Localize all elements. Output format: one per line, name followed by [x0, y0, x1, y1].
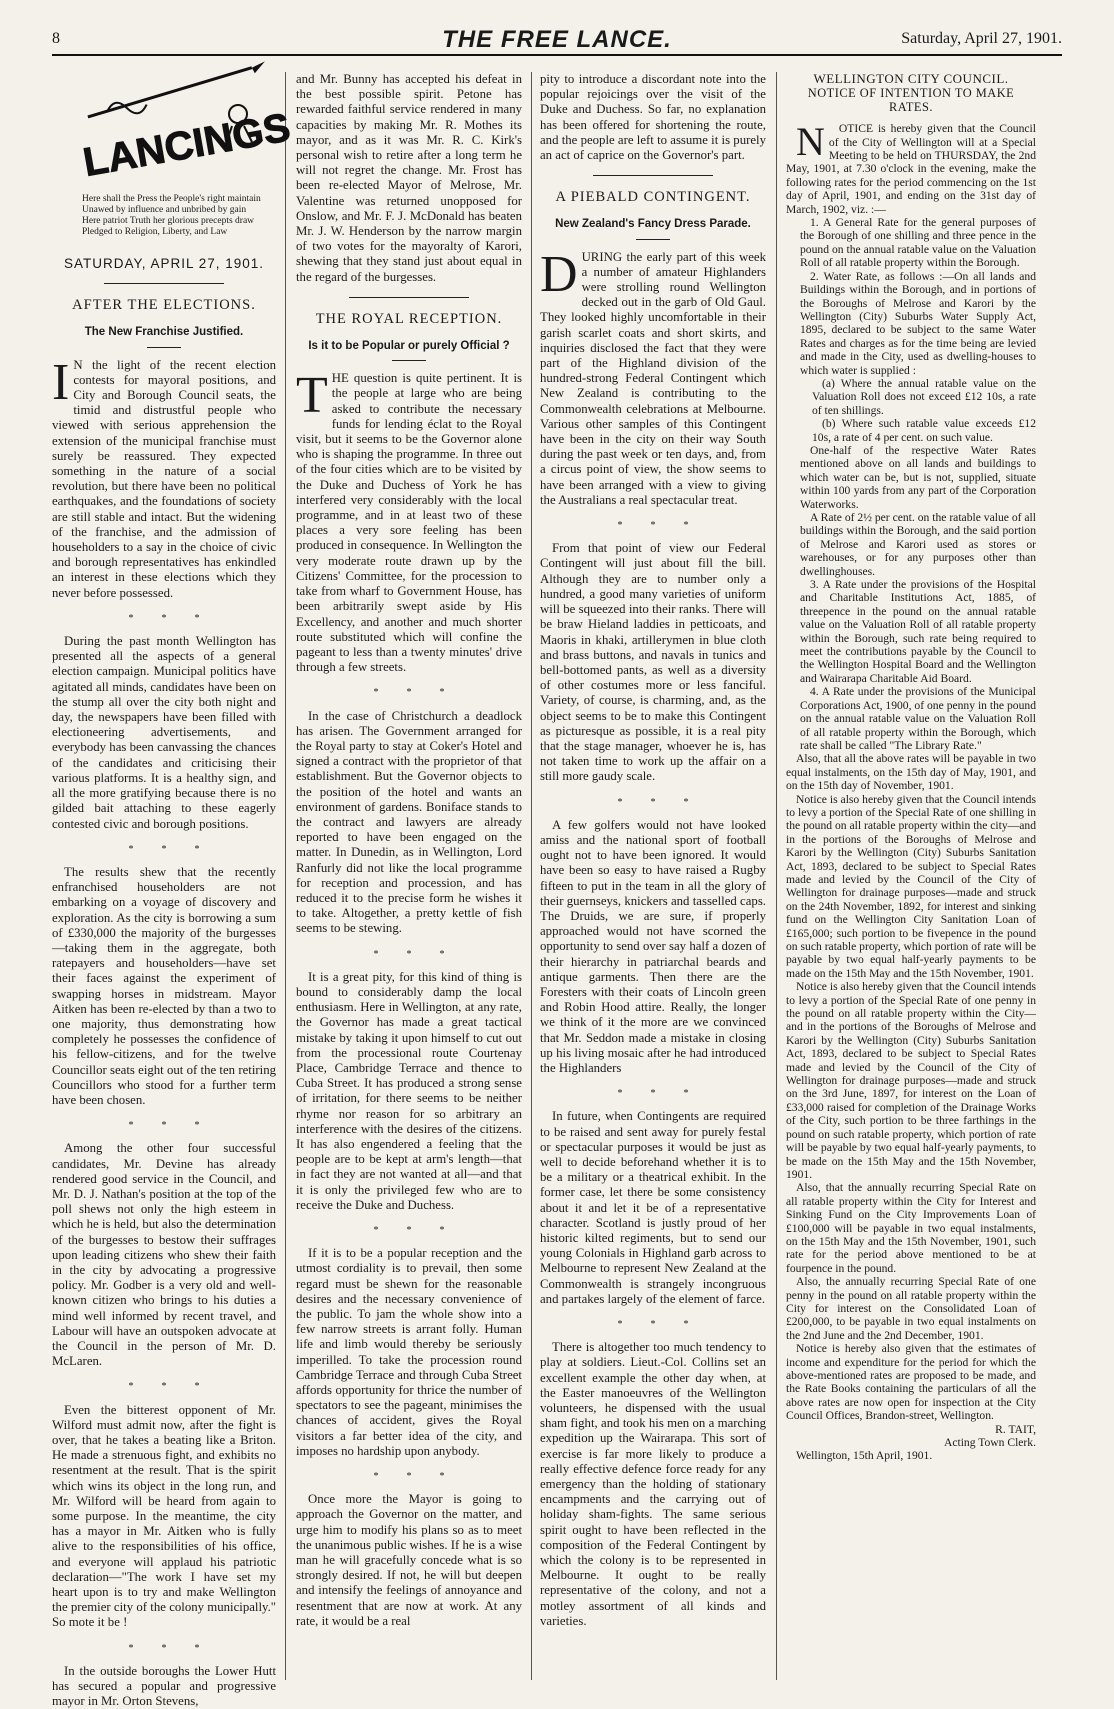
article-paragraph: I N the light of the recent election contests for mayoral positions, and City and Borough Council seats, the timid and distrustful people who viewed with serious apprehension the extension of the municipal franchise must surely be reassured. They expected something in the nature of a social revolution, but there have been no political earthquakes, and the foundations of society are still stable and intact. But the widening of the franchise, and the admission of householders to a say in the choice of civic and borough representatives has enkindled an interest in these elections which they never before possessed.	[52, 353, 276, 600]
notice-heading: NOTICE OF INTENTION TO MAKE RATES.	[807, 86, 1015, 114]
article-heading: THE ROYAL RECEPTION.	[315, 310, 503, 327]
motto-line: Pledged to Religion, Liberty, and Law	[82, 227, 228, 237]
section-break: ***	[373, 1471, 473, 1483]
lancings-logo	[52, 74, 294, 194]
section-break: ***	[373, 687, 473, 699]
notice-title: WELLINGTON CITY COUNCIL.	[813, 71, 1009, 86]
rate-item: 4. A Rate under the provisions of the Municipal Corporations Act, 1900, of one penny in the pound on the annual ratable value on the Valuation Roll of all ratable property within the Borough, which rate shall be called "The Library Rate."	[800, 685, 1036, 752]
masthead: THE FREE LANCE.	[442, 26, 672, 53]
article-paragraph: In the case of Christchurch a deadlock has arisen. The Government arranged for the Royal party to stay at Coker's Hotel and signed a contract with the proprietor of that establishment. But the Governor objects to the position of the hotel and wants an environment of gardens. Boniface stands to the contract and lawyers are already reported to have been engaged on the matter. In Dunedin, as in Wellington, Lord Ranfurly did not like the local programme for reception and procession, and has reduced it to the precise form he wishes it to take. Altogether, a pretty kettle of fish seems to be stewing.	[296, 708, 522, 936]
section-break: ***	[617, 1088, 717, 1100]
article-paragraph: DURING the early part of this week a number of amateur Highlanders were strolling round Wellington decked out in the garb of Old Gaul. They looked highly uncomfortable in their garish scarlet coats and short skirts, and inquiries disclosed the fact that they were part of the Highland division of the hundred-strong Federal Contingent which New Zealand is contributing to the Commonwealth celebrations at Melbourne. Various other samples of this Contingent have been in the city on their way South during the past week or ten days, and, from a circus point of view, the show seems to have been arranged with a view to giving the Australians a real spectacular treat.	[540, 245, 766, 507]
article-heading: AFTER THE ELECTIONS.	[72, 297, 256, 314]
notice-paragraph: Notice is hereby also given that the estimates of income and expenditure for the period for which the above-mentioned rates are proposed to be made, and the Rate Books containing the particulars of all the above rates are now open for inspection at the City Council Offices, Brandon-street, Wellington.	[786, 1342, 1036, 1423]
divider	[147, 347, 181, 348]
section-break: ***	[128, 1120, 228, 1132]
article-paragraph: Even the bitterest opponent of Mr. Wilford must admit now, after the fight is over, that he takes a beating like a Briton. He made a strenuous fight, and exhibits no resentment at the result. That is the spirit which wins its object in the long run, and Mr. Wilford will be heard from again to some purpose. In the meantime, the city has a mayor in Mr. Aitken who is fully alive to the responsibilities of his office, and everyone will applaud his patriotic declaration—"The work I have set my heart upon is to try and make Wellington the premier city of the colony municipally." So mote it be !	[52, 1402, 276, 1630]
divider	[104, 283, 224, 284]
section-break: ***	[617, 1319, 717, 1331]
notice-paragraph: Notice is also hereby given that the Council intends to levy a portion of the Special Rate of one shilling in the pound on all ratable property within the city—and in the portions of the Boroughs of Melrose and Karori by the Wellington (City) Suburbs Sanitation Act, 1893, declared to be subject to Special Rates made and levied by the Council of the City of Wellington for drainage purposes—made and struck on the 24th November, 1892, for interest and sinking fund on the Wellington City Sanitation Loan of £165,000; such portion to be fivepence in the pound on such ratable property, which portion of rate will be payable by two equal half-yearly payments to be made on the 15th May and the 15th November, 1901.	[786, 792, 1036, 980]
section-break: ***	[617, 796, 717, 808]
signature-place: Wellington, 15th April, 1901.	[796, 1449, 933, 1463]
article-subheading: Is it to be Popular or purely Official ?	[308, 340, 510, 353]
section-break: ***	[128, 1381, 228, 1393]
signature-name: R. TAIT,	[995, 1422, 1036, 1436]
article-paragraph: There is altogether too much tendency to play at soldiers. Lieut.-Col. Collins set an excellent example the other day when, at the Easter manoeuvres of the Wellington volunteers, he dispensed with the usual sham fight, and took his men on a marching expedition up the Wairarapa. This sort of exercise is far more likely to produce a really effective defence force ready for any emergency than the holding of stationary encampments and the carrying out of holiday sham-fights. The same serious spirit ought to have been reflected in the composition of the Federal Contingent by which the colony is to be represented in Melbourne. It ought to be really representative of the colony, and not a motley assortment of all kinds and varieties.	[540, 1340, 766, 1628]
article-heading: A PIEBALD CONTINGENT.	[555, 189, 751, 206]
article-subheading: New Zealand's Fancy Dress Parade.	[555, 218, 751, 231]
drop-cap: I	[52, 353, 70, 411]
column-2	[296, 72, 522, 1680]
page-number: 8	[52, 30, 60, 47]
article-paragraph: From that point of view our Federal Contingent will just about fill the bill. Although they are to number only a hundred, a good many varieties of uniform will be squeezed into their ranks. There will be braw Hieland laddies in petticoats, and Maoris in khaki, artillerymen in blue cloth and brass buttons, and navals in tunics and bell-bottomed pants, as well as a diversity of other costumes more or less fanciful. Variety, of course, is charming, and, as the object seems to be to make this Contingent as picturesque as possible, it is a real pity that the stage manager, whoever he is, has not taken time to work up the affair on a still more gaudy scale.	[540, 541, 766, 784]
article-paragraph: If it is to be a popular reception and the utmost cordiality is to prevail, then some regard must be shewn for the reasonable desires and the necessary convenience of the public. To jam the whole show into a few narrow streets is arrant folly. Human life and limb would thereby be seriously imperilled. To take the procession round Cambridge Terrace and through Cuba Street affords opportunity for thrice the number of spectators to see the pageant, minimises the chances of accident, gives the Royal visitors a far better idea of the city, and imposes no hardship upon anybody.	[296, 1246, 522, 1458]
article-paragraph: During the past month Wellington has presented all the aspects of a general election campaign. Municipal politics have agitated all minds, candidates have been on the stump all over the city both night and day, the newspapers have been filled with electioneering advertisements, and everybody has been canvassing the chances of the candidates and criticising their various platforms. It is a healthy sign, and all the more gratifying because there is no gilded bait attaching to these eagerly contested civic and borough positions.	[52, 634, 276, 831]
divider	[392, 360, 426, 361]
drop-cap: N	[796, 119, 825, 165]
divider	[593, 175, 713, 176]
rate-continuation: One-half of the respective Water Rates mentioned above on all lands and buildings to which water can be, but is not, supplied, situate within 100 yards from any part of the Corporation Waterworks.	[800, 443, 1036, 511]
drop-cap: T	[296, 367, 328, 425]
divider	[349, 297, 469, 298]
rate-subitem: (a) Where the annual ratable value on the Valuation Roll does not exceed £12 10s, a rate of ten shillings.	[812, 376, 1036, 417]
column-rule	[285, 72, 286, 1680]
dateline: SATURDAY, APRIL 27, 1901.	[63, 256, 265, 271]
signature-title: Acting Town Clerk.	[943, 1436, 1036, 1450]
rate-item: 3. A Rate under the provisions of the Hospital and Charitable Institutions Act, 1885, of threepence in the pound on the annual ratable value on the Valuation Roll of all ratable property within the Borough, such rate being required to meet the contributions payable by the Council to the Wellington Hospital Board and the Wellington and Wairarapa Charitable Aid Board.	[800, 578, 1036, 685]
article-paragraph: Once more the Mayor is going to approach the Governor on the matter, and urge him to modify his plans so as to meet the unanimous public wishes. If he is a wise man he will gracefully concede what is so strongly desired. If not, he will but deepen and intensify the feelings of annoyance and resentment that are now at work. At any rate, it would be a real	[296, 1492, 522, 1628]
notice-intro: N OTICE is hereby given that the Council of the City of Wellington will at a Special Meeting to be held on THURSDAY, the 2nd May, 1901, at 7.30 o'clock in the evening, make the following rates for the period commencing on the 1st day of April, 1901, and ending on the 31st day of March, 1902, viz. :—	[786, 119, 1036, 216]
section-break: ***	[128, 843, 228, 855]
column-rule	[531, 72, 532, 1680]
article-paragraph: It is a great pity, for this kind of thing is bound to considerably damp the local enthusiasm. Here in Wellington, at any rate, the Governor has made a great tactical mistake by taking it upon himself to cut out from the processional route Courtenay Place, Cambridge Terrace and thence to Cuba Street. It has produced a strong sense of irritation, for there seems to be neither rhyme nor reason for so arbitrary an interference with the desires of the citizens. It has also engendered a feeling that the people are to be kept at arm's length—that in fact they are not wanted at all—and that it is only the privileged few who are to receive the Duke and Duchess.	[296, 969, 522, 1212]
notice-paragraph: Notice is also hereby given that the Council intends to levy a portion of the Special Rate of one penny in the pound on all ratable property within the City—and in the portions of the Boroughs of Melrose and Karori by the Wellington (City) Suburbs Sanitation Act, 1893, declared to be subject to Special Rates made and levied by the Council of the City of Wellington for drainage purposes—made and struck on the 3rd June, 1897, for interest on the Loan of £33,000 raised for completion of the Drainage Works of the City, such portion to be three farthings in the pound on such ratable property, which portion of rate will be payable by two equal half-yearly payments, to be made on the 15th May and the 15th November, 1901.	[786, 980, 1036, 1181]
section-break: ***	[617, 520, 717, 532]
section-break: ***	[128, 612, 228, 624]
article-paragraph: Among the other four successful candidates, Mr. Devine has already rendered good service in the Council, and Mr. D. J. Nathan's position at the top of the poll shews not only the high esteem in which he is held, but also the determination of the burgesses to bestow their suffrages upon leading citizens who shew their faith in the city by advocating a progressive policy. Mr. Godber is a very old and well-known citizen who brings to his duties a mind well informed by recent travel, and Labour will have an outspoken advocate at the Council in the person of Mr. D. McLaren.	[52, 1141, 276, 1369]
article-paragraph: In the outside boroughs the Lower Hutt has secured a popular and progressive mayor in Mr. Orton Stevens,	[52, 1663, 276, 1709]
page-header	[52, 26, 1062, 56]
section-break: ***	[373, 948, 473, 960]
article-paragraph: THE question is quite pertinent. It is the people at large who are being asked to contribute the necessary funds for lending éclat to the Royal visit, but it seems to be the Governor alone who is shaping the programme. In three out of the four cities which are to be visited by the Duke and Duchess of York he has interfered very considerably with the local programme, and in at least two of these places a very sore feeling has been produced in consequence. In Wellington the very moderate route drawn up by the Citizens' Committee, for the procession to take from wharf to Government House, has been arbitrarily swept aside by His Excellency, and another and much shorter route substituted which will confine the pageant to less than a twenty minutes' drive through a few streets.	[296, 367, 522, 675]
motto-line: Here shall the Press the People's right maintain	[82, 194, 261, 204]
column-3	[540, 72, 766, 1680]
motto-line: Here patriot Truth her glorious precepts draw	[82, 216, 255, 226]
drop-cap: D	[540, 245, 578, 303]
notice-paragraph: Also, the annually recurring Special Rate of one penny in the pound on all ratable property within the City for interest on the Consolidated Loan of £200,000, to be payable in two equal instalments on the 2nd June and the 2nd December, 1901.	[786, 1275, 1036, 1342]
section-break: ***	[373, 1225, 473, 1237]
logo-lettering: LANCINGS	[80, 105, 294, 186]
rate-item: 1. A General Rate for the general purposes of the Borough of one shilling and three pence in the pound on the annual ratable value on the Valuation Roll of all ratable property within the Borough.	[800, 216, 1036, 270]
section-break: ***	[128, 1642, 228, 1654]
article-paragraph: A few golfers would not have looked amiss and the national sport of football ought not to have been ignored. It would have been so easy to have raised a Rugby fifteen to put in the team in all the glory of their guernseys, knickers and tasselled caps. The Druids, we are sure, if properly approached would not have scorned the opportunity to send over say half a dozen of their hierarchy in patriarchal beards and antique garments. Then there are the Foresters with their coats of Lincoln green and Robin Hood attire. Really, the longer we think of it the more are we convinced that Mr. Seddon made a mistake in closing up his living mosaic after he had introduced the Highlanders	[540, 817, 766, 1075]
rate-item: 2. Water Rate, as follows :—On all lands and Buildings within the Borough, and in portions of the Boroughs of Melrose and Karori by the Wellington (City) Suburbs Water Supply Act, 1895, declared to be subject to the same Water Rates and charges as for the time being are levied and made in the City, used as dwelling-houses to which water is supplied :	[800, 269, 1036, 377]
notice-paragraph: Also, that all the above rates will be payable in two equal instalments, on the 15th day of May, 1901, and on the 15th day of November, 1901.	[786, 752, 1036, 793]
lance-emblem-icon	[52, 74, 294, 194]
column-rule	[776, 72, 777, 1680]
article-paragraph: and Mr. Bunny has accepted his defeat in the best possible spirit. Petone has rewarded faithful service rendered in many capacities by making Mr. R. Mothes its mayor, and as it was Mr. R. C. Kirk's personal wish to retire after a long term he will not regret the change. Mr. Frost has been re-elected Mayor of Melrose, Mr. Valentine was returned unopposed for Onslow, and Mr. F. J. McDonald has beaten Mr. J. W. Henderson by the narrow margin of two votes for the mayoralty of Karori, shewing that they stand just about equal in the regard of the burgesses.	[296, 72, 522, 284]
article-paragraph: In future, when Contingents are required to be raised and sent away for purely festal or spectacular purposes it would be just as well to decide beforehand whether it is to be a military or a theatrical exhibit. In the former case, let there be some consistency about it and let it be of a representative character. Scotland is justly proud of her historic kilted regiments, but to send our young Colonials in Highland garb across to Melbourne to represent New Zealand at the Commonwealth is strangely incongruous and partakes largely of the element of farce.	[540, 1109, 766, 1306]
issue-date: Saturday, April 27, 1901.	[901, 30, 1062, 47]
rate-subitem: (b) Where such ratable value exceeds £12 10s, a rate of 4 per cent. on such value.	[812, 417, 1036, 444]
notice-paragraph: Also, that the annually recurring Special Rate on all ratable property within the City for Interest and Sinking Fund on the City Improvements Loan of £100,000 will be payable in two equal instalments, on the 15th May and the 15th November, 1901, such rate for the period above mentioned to be at fourpence in the pound.	[786, 1181, 1036, 1275]
column-4-public-notice	[786, 72, 1036, 1680]
motto-line: Unawed by influence and unbribed by gain	[82, 205, 247, 215]
divider	[636, 239, 670, 240]
rate-continuation: A Rate of 2½ per cent. on the ratable value of all buildings within the Borough, and the said portion of Melrose and Karori used as stores or warehouses, or for any purposes other than dwellinghouses.	[800, 511, 1036, 578]
column-1	[52, 72, 294, 1709]
article-paragraph: pity to introduce a discordant note into the popular rejoicings over the visit of the Duke and Duchess. So far, no explanation has been offered for shortening the route, and the people are left to assume it is purely an act of caprice on the Governor's part.	[540, 72, 766, 163]
article-paragraph: The results shew that the recently enfranchised householders are not embarking on a voyage of discovery and exploration. As the city is borrowing a sum of £330,000 the majority of the burgesses—taking them in the aggregate, both ratepayers and householders—have set their faces against the experiment of swapping horses in midstream. Mayor Aitken has been re-elected by than a two to one majority, thus demonstrating how completely he possesses the confidence of his fellow-citizens, and for the twelve Councillor seats eight out of the ten retiring Councillors who stood for a further term have been chosen.	[52, 864, 276, 1107]
article-subheading: The New Franchise Justified.	[84, 326, 244, 339]
